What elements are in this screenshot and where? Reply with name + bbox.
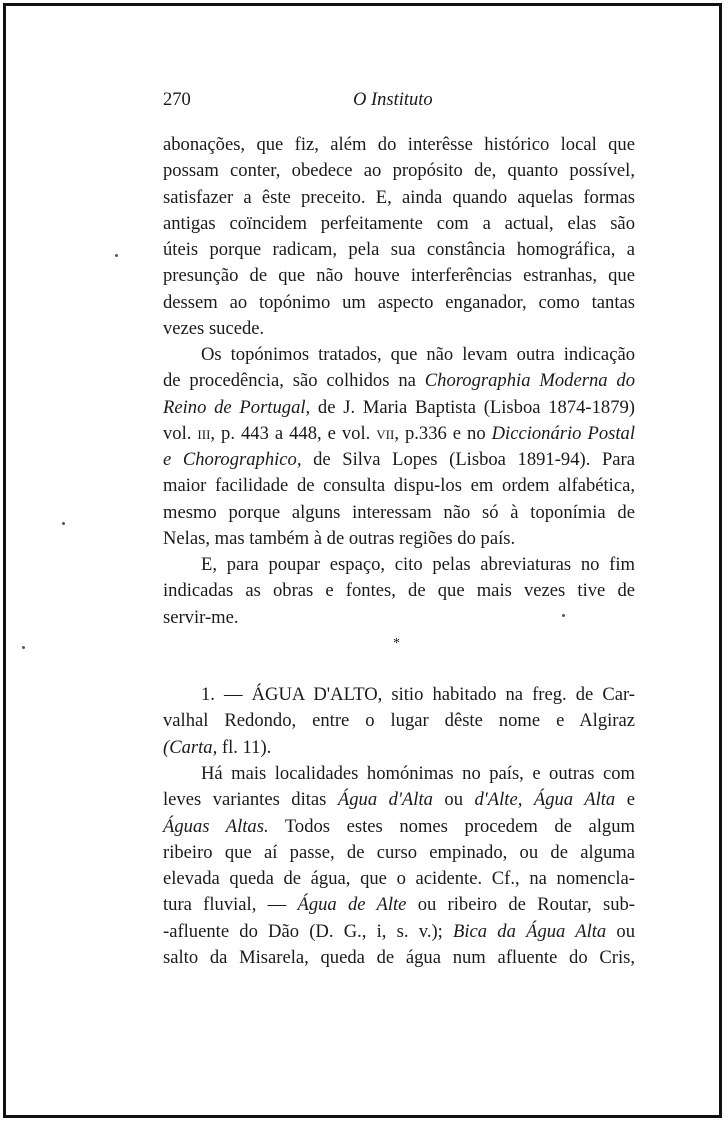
place-name: Água de Alte [297,894,407,916]
book-title-chorographia: Chorographia Moderna do [424,370,636,392]
place-name: Água d'Alta [337,789,433,811]
roman-numeral: iii [197,422,211,444]
paragraph-3 [163,552,635,631]
book-title-chorographico: e Chorographico, [163,449,302,471]
text-line: presunção de que não houve interferências estranhas, que [163,265,635,287]
paragraph-1 [163,132,635,342]
entry-heading-line: 1. — ÁGUA D'ALTO, sitio habitado na freg. de Car- [201,684,635,705]
print-speck [22,646,25,649]
text-line [163,892,635,918]
text-line [163,395,635,421]
text-line: vezes sucede. [163,318,265,340]
text-line: abonações, que fiz, além do interêsse histórico local que [163,134,635,155]
text-run: de J. Maria Baptista (Lisboa 1874-1879) [310,396,636,418]
text-line: valhal Redondo, entre o lugar dêste nome e Algiraz [163,710,635,732]
text-line: E, para poupar espaço, cito pelas abreviaturas no fim [201,554,635,575]
text-line [163,368,635,394]
text-line: ribeiro que aí passe, de curso empinado, ou de alguma [163,841,635,863]
book-title-reino: Reino de Portugal, [163,396,311,418]
text-line: possam conter, obedece ao propósito de, quanto possível, [163,160,635,182]
page-number: 270 [163,90,191,110]
text-line [163,814,635,840]
print-speck [62,522,65,525]
section-separator: * [393,636,400,651]
text-run: , p. 443 a 448, e vol. [210,422,377,444]
text-run: de Silva Lopes (Lisboa 1891-94). Para [301,449,635,471]
text-line: Os topónimos tratados, que não levam outra indicação [201,344,635,365]
text-run: de procedência, são colhidos na [163,370,425,392]
text-run: , p.336 e no [394,422,492,444]
text-run: ou [606,920,635,942]
text-run: Todos estes nomes procedem de algum [268,815,635,837]
place-name: d'Alte, Água Alta [474,789,616,811]
text-run: ou ribeiro de Routar, sub- [406,894,635,916]
text-line: mesmo porque alguns interessam não só à toponímia de [163,501,635,523]
text-run: tura fluvial, — [163,894,298,916]
text-line: antigas coïncidem perfeitamente com a actual, elas são [163,212,635,234]
text-run: vol. [163,422,198,444]
place-name: Águas Altas. [163,815,269,837]
text-run: -afluente do Dão (D. G., i, s. v.); [163,920,454,942]
text-line [163,447,635,473]
text-run: leves variantes ditas [163,789,338,811]
text-run: e [615,789,635,811]
text-run: ou [432,789,475,811]
roman-numeral: vii [376,422,395,444]
source-carta: (Carta, [163,736,218,758]
print-speck [562,614,565,617]
text-line: indicadas as obras e fontes, de que mais vezes tive de [163,580,635,602]
text-line: servir-me. [163,606,239,628]
print-speck [115,254,118,257]
text-line: dessem ao topónimo um aspecto enganador, como tantas [163,291,635,313]
paragraph-5 [163,761,635,971]
text-line: Nelas, mas também à de outras regiões do país. [163,528,516,550]
paragraph-2 [163,342,635,552]
text-line [163,421,635,447]
text-run: fl. 11). [217,736,272,758]
text-line: satisfazer a êste preceito. E, ainda quando aquelas formas [163,186,635,208]
text-line: salto da Misarela, queda de água num afluente do Cris, [163,947,635,969]
text-line: elevada queda de água, que o acidente. Cf., na nomencla- [163,868,635,890]
text-line [163,787,635,813]
text-line: maior facilidade de consulta dispu-los em ordem alfabética, [163,475,635,497]
text-line [163,919,635,945]
text-line: úteis porque radicam, pela sua constância homográfica, a [163,239,635,261]
place-name: Bica da Água Alta [453,920,607,942]
page-header [163,90,635,116]
text-line: Há mais localidades homónimas no país, e outras com [201,763,635,784]
running-title: O Instituto [353,90,433,110]
entry-agua-dalto [163,682,635,761]
book-title-diccionario: Diccionário Postal [491,422,635,444]
text-line [163,735,635,761]
